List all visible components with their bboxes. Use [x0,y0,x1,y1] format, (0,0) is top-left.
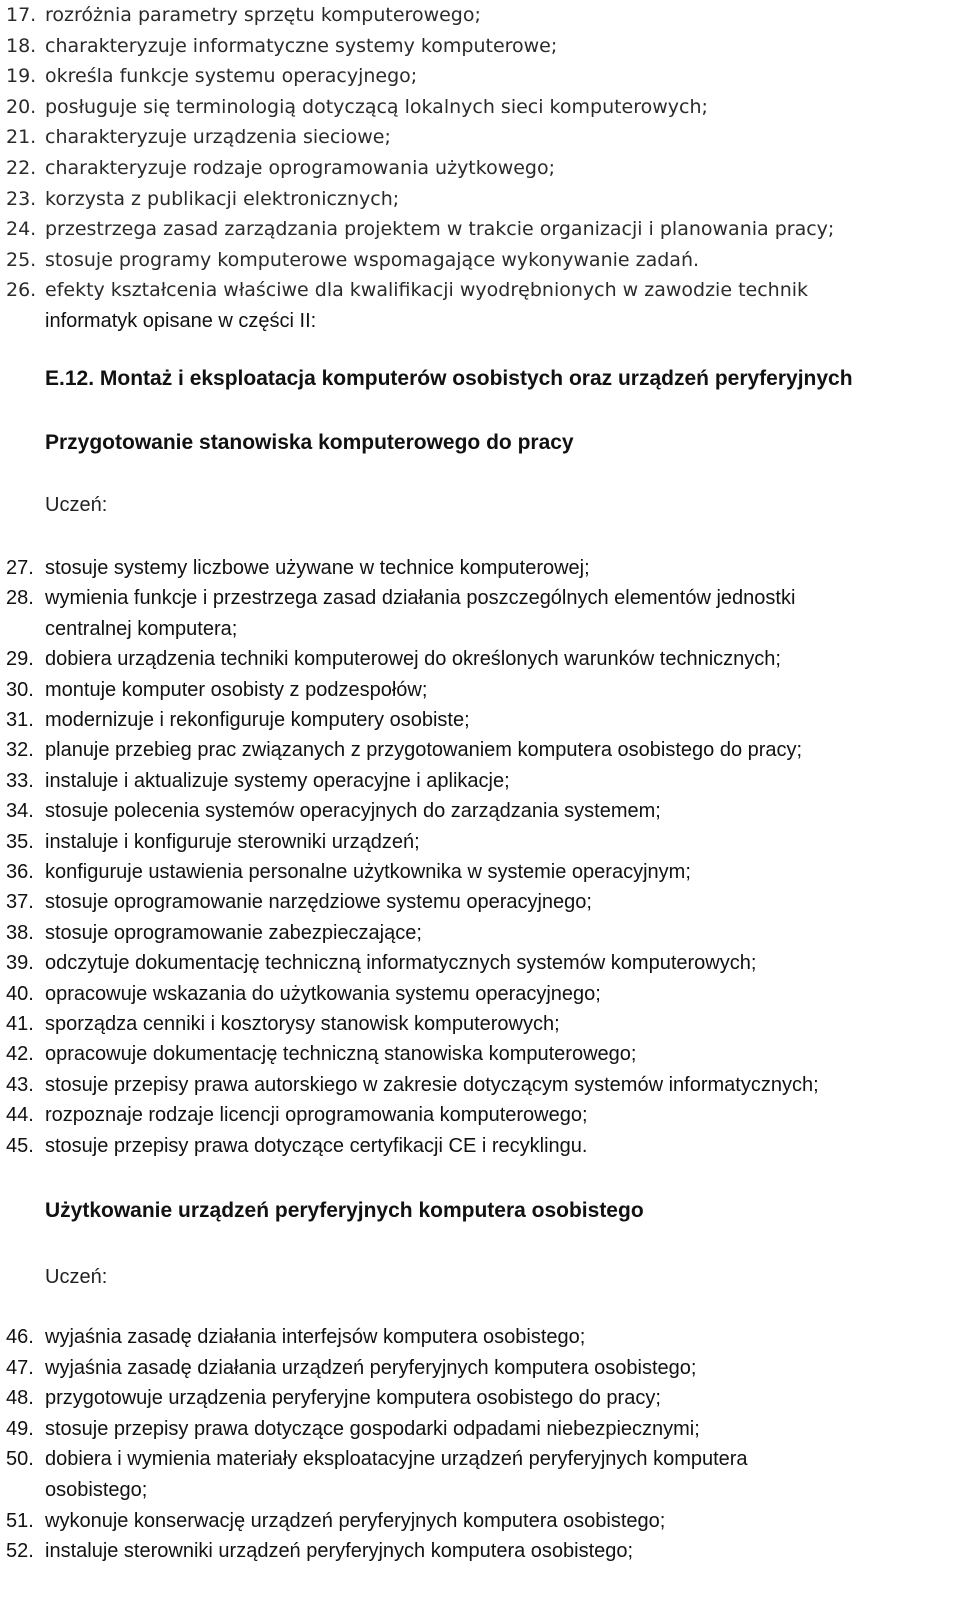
list-item [6,979,950,1009]
list-item-text: charakteryzuje informatyczne systemy komputerowe; [45,34,558,57]
list-item [6,1383,950,1413]
list-item [6,0,950,30]
list-item-text: określa funkcje systemu operacyjnego; [45,65,418,88]
list-item-number: 45. [6,1134,34,1157]
list-item-text: planuje przebieg prac związanych z przygotowaniem komputera osobistego do pracy; [45,739,803,762]
list-item-number: 38. [6,921,34,944]
list-item-text: charakteryzuje rodzaje oprogramowania użytkowego; [45,157,556,179]
list-item [6,796,950,826]
list-item-text: modernizuje i rekonfiguruje komputery osobiste; [45,709,470,731]
list-item [6,1414,950,1444]
list-item-number: 22. [6,157,37,179]
list-item [6,275,950,305]
section-title-workstation: Przygotowanie stanowiska komputerowego do pracy [45,431,574,454]
list-item [6,1353,950,1383]
list-item-number: 17. [6,4,37,26]
list-item-text: konfiguruje ustawienia personalne użytkownika w systemie operacyjnym; [45,861,691,883]
list-item-text: wymienia funkcje i przestrzega zasad działania poszczególnych elementów jednostki [45,587,796,610]
list-item-number: 27. [6,557,34,579]
list-item-text: sporządza cenniki i kosztorysy stanowisk komputerowych; [45,1013,560,1035]
list-item-text: stosuje przepisy prawa dotyczące certyfikacji CE i recyklingu. [45,1134,588,1157]
list-item [6,92,950,122]
list-item [6,827,950,857]
list-item-text: opracowuje dokumentację techniczną stanowiska komputerowego; [45,1043,637,1066]
list-item-number: 51. [6,1509,34,1532]
list-item [6,184,950,214]
list-item [6,1039,950,1069]
list-item-text: efekty kształcenia właściwe dla kwalifikacji wyodrębnionych w zawodzie technik [45,279,809,302]
list-item-number: 42. [6,1043,34,1066]
list-item-text: montuje komputer osobisty z podzespołów; [45,678,428,701]
list-item-continuation: centralnej komputera; [45,617,238,640]
list-item-text: stosuje systemy liczbowe używane w technice komputerowej; [45,557,590,579]
list-item [6,857,950,887]
list-item-text: stosuje przepisy prawa autorskiego w zakresie dotyczącym systemów informatycznych; [45,1073,819,1096]
list-item [6,61,950,91]
list-item-text: opracowuje wskazania do użytkowania systemu operacyjnego; [45,982,601,1005]
list-item-text: stosuje programy komputerowe wspomagające wykonywanie zadań. [45,248,700,271]
list-item-number: 24. [6,218,37,241]
list-item [6,1536,950,1566]
list-item-number: 49. [6,1417,34,1440]
list-item-number: 23. [6,187,37,210]
list-item [6,1506,950,1536]
list-item-number: 35. [6,830,34,853]
qualification-heading: E.12. Montaż i eksploatacja komputerów osobistych oraz urządzeń peryferyjnych [45,367,853,390]
list-item-text: stosuje polecenia systemów operacyjnych do zarządzania systemem; [45,800,661,823]
list-item-text: wykonuje konserwację urządzeń peryferyjnych komputera osobistego; [45,1509,666,1532]
list-item [6,705,950,735]
list-item [6,1131,950,1161]
list-item-text: instaluje i aktualizuje systemy operacyjne i aplikacje; [45,769,510,792]
section-title-peripherals: Użytkowanie urządzeń peryferyjnych komputera osobistego [45,1199,644,1222]
list-item [6,1444,950,1474]
list-item-number: 41. [6,1013,34,1035]
list-item [6,122,950,152]
list-item [6,31,950,61]
list-item-number: 26. [6,279,37,302]
list-item-text: rozróżnia parametry sprzętu komputerowego; [45,4,481,26]
list-item-number: 19. [6,65,37,88]
list-item [6,245,950,275]
list-item [6,153,950,183]
list-item-number: 40. [6,982,34,1005]
list-item-text: wyjaśnia zasadę działania interfejsów komputera osobistego; [45,1326,586,1348]
list-item-text: instaluje sterowniki urządzeń peryferyjnych komputera osobistego; [45,1540,634,1563]
list-item-text: dobiera urządzenia techniki komputerowej do określonych warunków technicznych; [45,648,781,671]
list-item-number: 30. [6,678,34,701]
list-item [6,1070,950,1100]
list-item-number: 33. [6,769,34,792]
list-item-number: 44. [6,1104,34,1127]
list-item-number: 46. [6,1326,34,1348]
list-item-text: dobiera i wymienia materiały eksploatacyjne urządzeń peryferyjnych komputera [45,1448,748,1471]
list-item-number: 28. [6,587,34,610]
student-label: Uczeń: [45,494,108,516]
list-item-number: 50. [6,1448,34,1471]
list-item [6,948,950,978]
list-item [6,918,950,948]
list-item-number: 36. [6,861,34,883]
list-item-number: 52. [6,1540,34,1563]
list-item-number: 47. [6,1356,34,1379]
list-item-text: przestrzega zasad zarządzania projektem w trakcie organizacji i planowania pracy; [45,218,835,241]
list-item [6,644,950,674]
list-item [6,1322,950,1352]
list-item-text: stosuje przepisy prawa dotyczące gospodarki odpadami niebezpiecznymi; [45,1417,700,1440]
list-item-text: korzysta z publikacji elektronicznych; [45,187,400,210]
list-item-number: 18. [6,34,37,57]
list-item-number: 21. [6,126,37,149]
list-item-text: stosuje oprogramowanie narzędziowe systemu operacyjnego; [45,891,592,914]
list-item [6,1100,950,1130]
list-item-text: odczytuje dokumentację techniczną informatycznych systemów komputerowych; [45,952,757,975]
list-item-number: 37. [6,891,34,914]
list-item [6,766,950,796]
student-label: Uczeń: [45,1266,108,1288]
list-item-text: przygotowuje urządzenia peryferyjne komputera osobistego do pracy; [45,1387,661,1410]
list-item-continuation: osobistego; [45,1479,148,1501]
list-item-number: 32. [6,739,34,762]
list-item-text: rozpoznaje rodzaje licencji oprogramowania komputerowego; [45,1104,588,1127]
list-item [6,583,950,613]
list-item [6,887,950,917]
list-item-text: instaluje i konfiguruje sterowniki urządzeń; [45,830,420,853]
list-item [6,675,950,705]
list-item-text: stosuje oprogramowanie zabezpieczające; [45,921,422,944]
list-item-number: 20. [6,95,37,118]
list-item-continuation: informatyk opisane w części II: [45,310,317,332]
list-item [6,735,950,765]
list-item-number: 25. [6,248,37,271]
list-item-number: 34. [6,800,34,823]
list-item [6,1009,950,1039]
list-item-number: 39. [6,952,34,975]
list-item-number: 43. [6,1073,34,1096]
list-item-number: 29. [6,648,34,671]
list-item [6,214,950,244]
list-item-number: 48. [6,1387,34,1410]
list-item-text: charakteryzuje urządzenia sieciowe; [45,126,391,149]
list-item [6,553,950,583]
list-item-number: 31. [6,709,34,731]
list-item-text: wyjaśnia zasadę działania urządzeń peryferyjnych komputera osobistego; [45,1356,697,1379]
list-item-text: posługuje się terminologią dotyczącą lokalnych sieci komputerowych; [45,95,708,118]
